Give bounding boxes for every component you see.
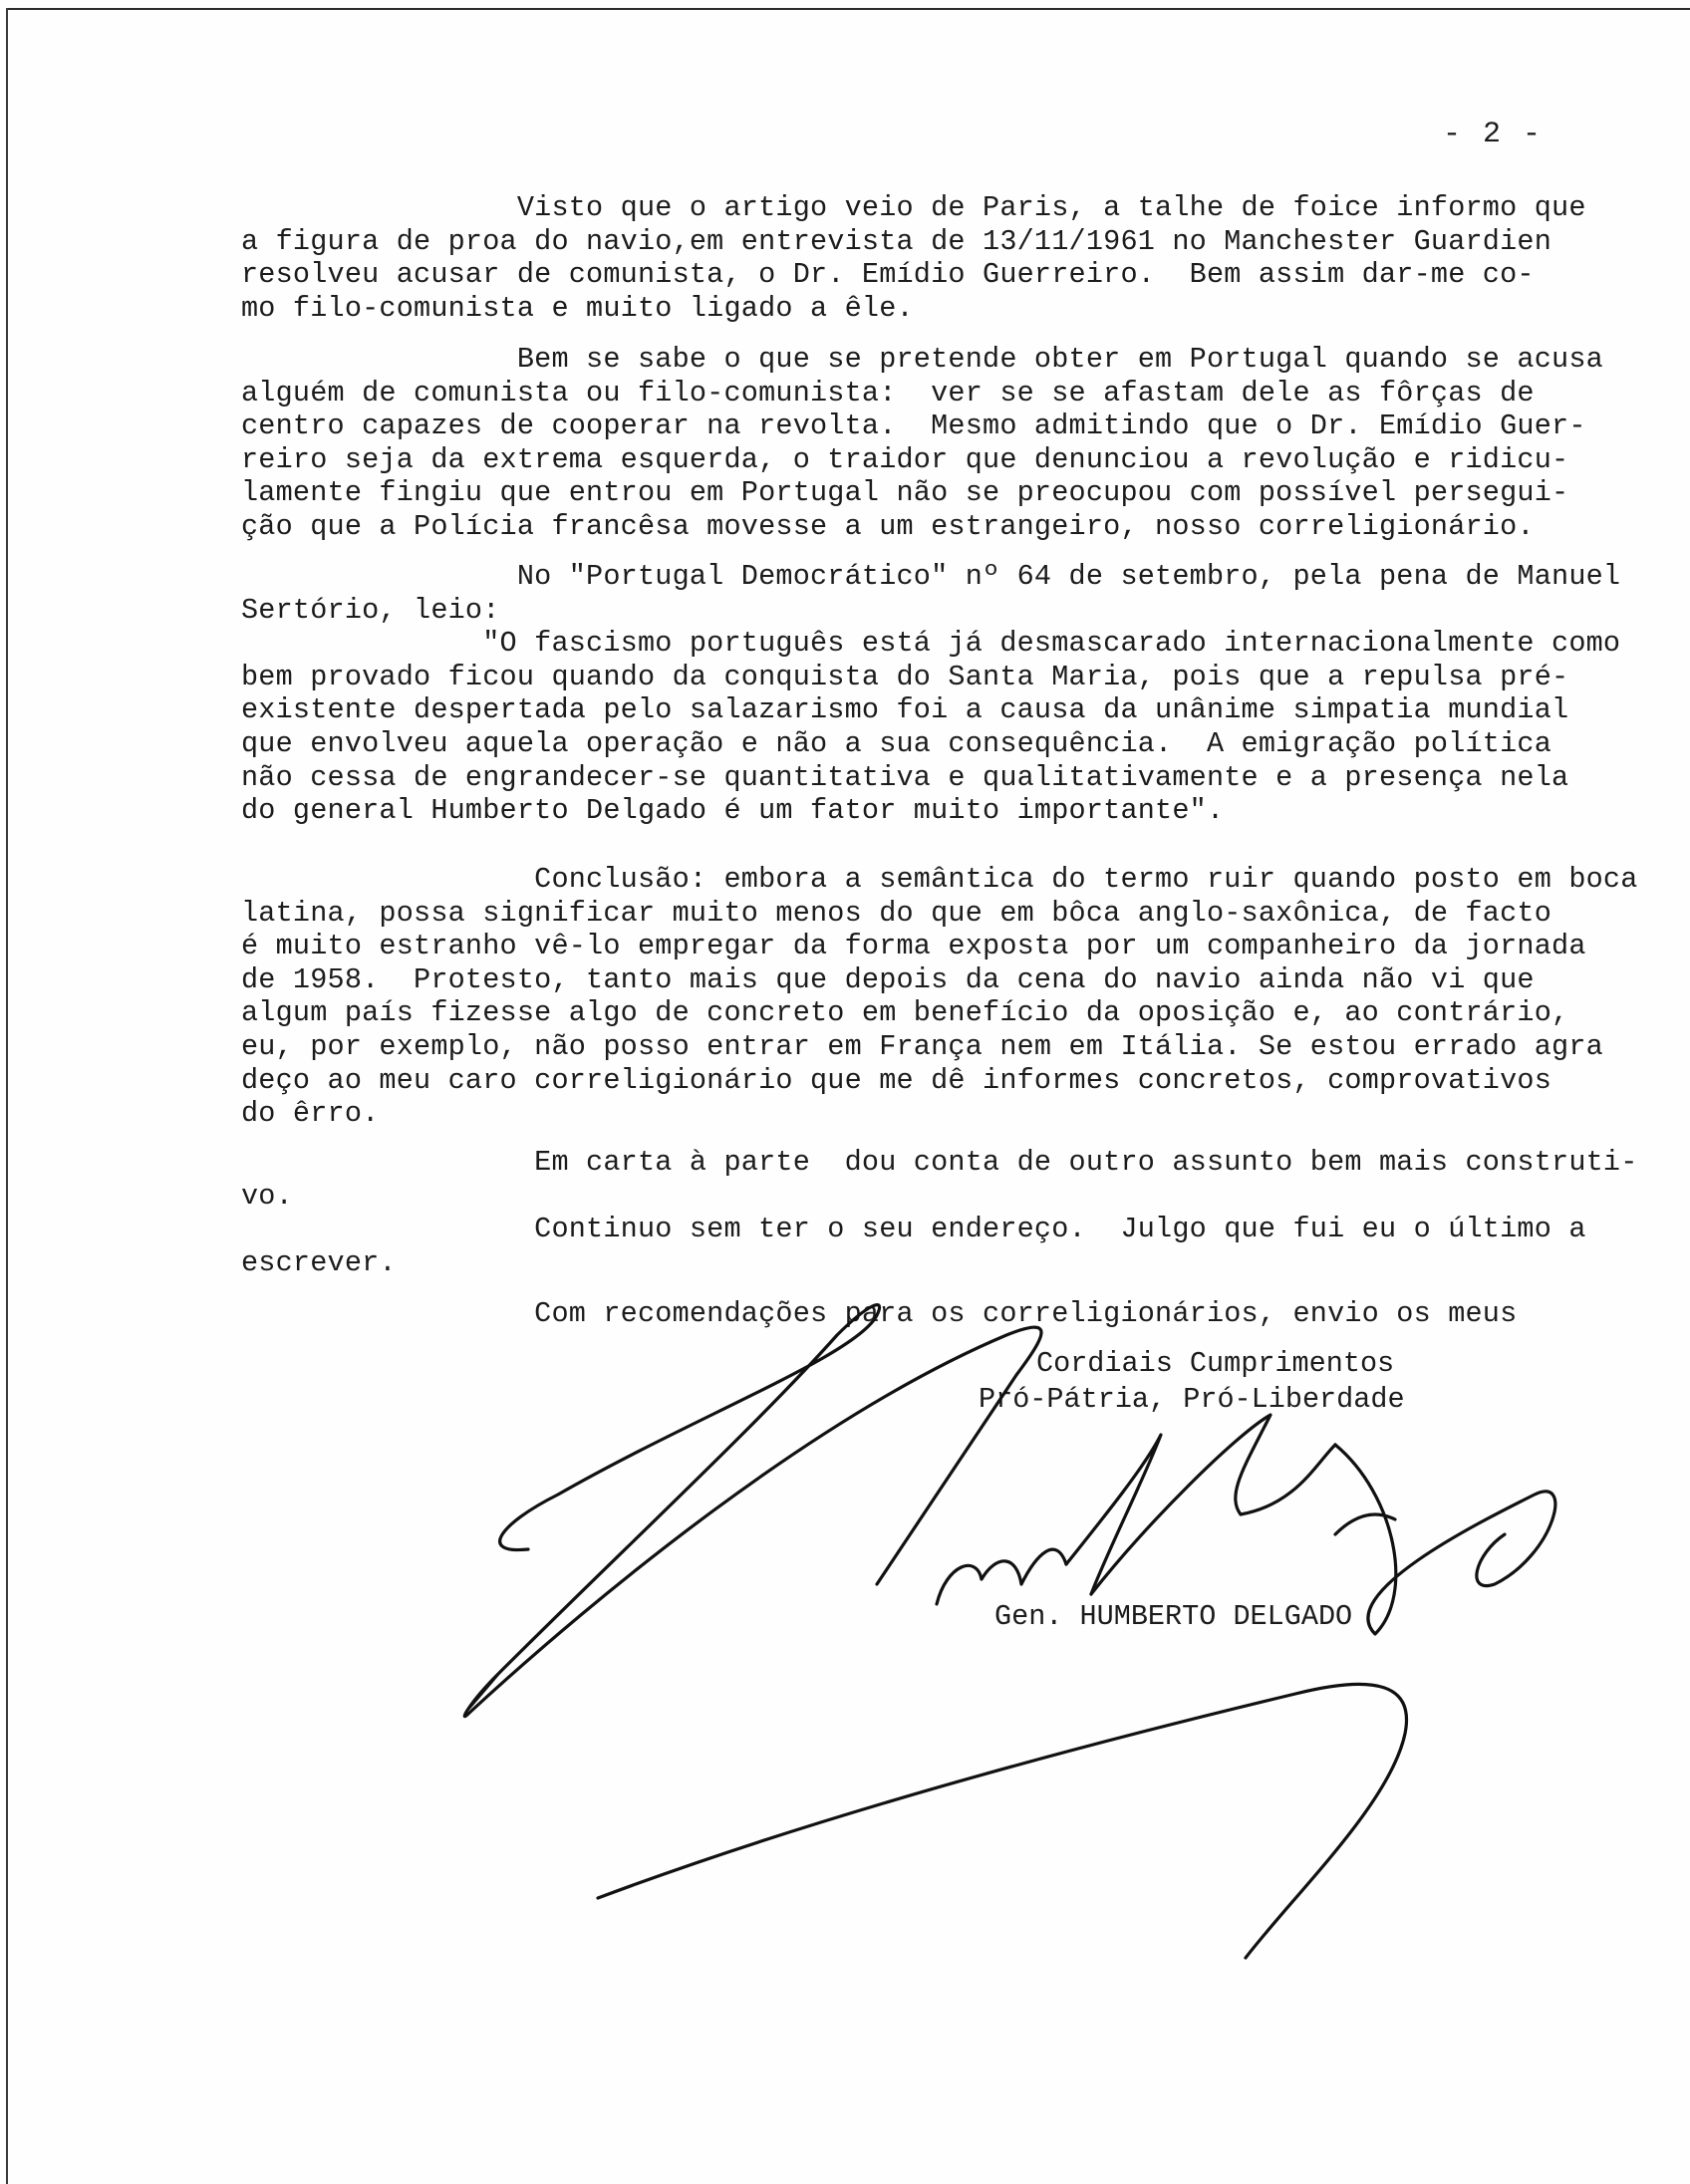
paragraph-5: Em carta à parte dou conta de outro assunto bem mais construti- vo. Continuo sem ter o seu endereço. Julgo que fui eu o último a escrever.	[241, 1146, 1638, 1279]
paragraph-3-quote: No "Portugal Democrático" nº 64 de setembro, pela pena de Manuel Sertório, leio: "O fascismo português está já desmascarado internacionalmente como bem provado ficou quando da conquista do Santa Maria, pois que a repulsa pré- existente despertada pelo salazarismo foi a causa da unânime simpatia mundial que envolveu aquela operação e não a sua consequência. A emigração política não cessa de engrandecer-se quantitativa e qualitativamente e a presença nela do general Humberto Delgado é um fator muito importante".	[241, 560, 1621, 828]
paragraph-1: Visto que o artigo veio de Paris, a talhe de foice informo que a figura de proa do navio,em entrevista de 13/11/1961 no Manchester Guardien resolveu acusar de comunista, o Dr. Emídio Guerreiro. Bem assim dar-me co- mo filo-comunista e muito ligado a êle.	[241, 191, 1586, 325]
closing-line-1: Cordiais Cumprimentos	[1036, 1347, 1395, 1380]
page-number: - 2 -	[1443, 118, 1544, 151]
page-border-top	[6, 8, 1690, 10]
page-border-left	[6, 8, 8, 2184]
paragraph-6-closing: Com recomendações para os correligionários, envio os meus	[241, 1297, 1518, 1330]
paragraph-2: Bem se sabe o que se pretende obter em Portugal quando se acusa alguém de comunista ou filo-comunista: ver se se afastam dele as fôrças de centro capazes de cooperar na revolta. Mesmo admitindo que o Dr. Emídio Guer- reiro seja da extrema esquerda, o traidor que denunciou a revolução e ridicu- lamente fingiu que entrou em Portugal não se preocupou com possível persegui- ção que a Polícia francêsa movesse a um estrangeiro, nosso correligionário.	[241, 343, 1603, 543]
paragraph-4-conclusion: Conclusão: embora a semântica do termo ruir quando posto em boca latina, possa significar muito menos do que em bôca anglo-saxônica, de facto é muito estranho vê-lo empregar da forma exposta por um companheiro da jornada de 1958. Protesto, tanto mais que depois da cena do navio ainda não vi que algum país fizesse algo de concreto em benefício da oposição e, ao contrário, eu, por exemplo, não posso entrar em França nem em Itália. Se estou errado agra deço ao meu caro correligionário que me dê informes concretos, comprovativos do êrro.	[241, 863, 1638, 1131]
closing-line-2: Pró-Pátria, Pró-Liberdade	[979, 1383, 1405, 1416]
signatory-name: Gen. HUMBERTO DELGADO	[994, 1600, 1353, 1633]
